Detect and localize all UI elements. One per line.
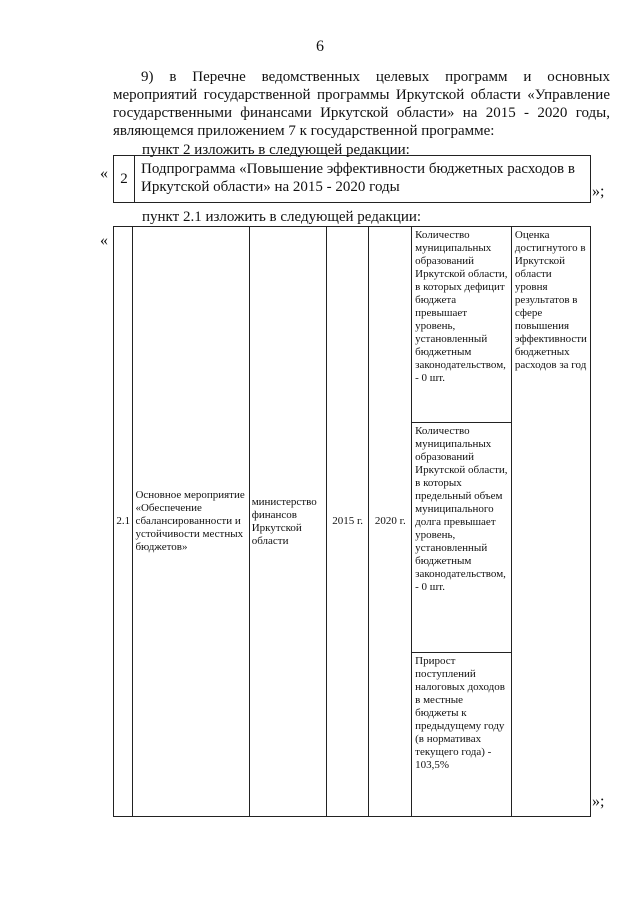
indicator-text-2: Количество муниципальных образований Иркутской области, в которых предельный объем муниципального долга превышает уровень, установленный бюджетным законодательством, - 0 шт. xyxy=(415,425,508,593)
measure-executor: министерство финансов Иркутской области xyxy=(249,227,326,817)
measure-start-year: 2015 г. xyxy=(326,227,369,817)
measure-number: 2.1 xyxy=(114,227,133,817)
point-2-label: пункт 2 изложить в следующей редакции: xyxy=(142,142,410,158)
quote-open-2: « xyxy=(100,232,108,249)
measure-end-year: 2020 г. xyxy=(369,227,412,817)
subprogram-number: 2 xyxy=(114,156,135,203)
measure-table xyxy=(113,226,591,817)
quote-open-1: « xyxy=(100,165,108,182)
subprogram-table xyxy=(113,155,591,203)
indicator-cell-3 xyxy=(412,653,512,817)
point-2-1-label: пункт 2.1 изложить в следующей редакции: xyxy=(142,209,422,225)
result-text: Оценка достигнутого в Иркутской области уровня результатов в сфере повышения эффективности бюджетных расходов за год xyxy=(514,229,587,371)
measure-result xyxy=(511,227,590,817)
intro-paragraph: 9) в Перечне ведомственных целевых программ и основных мероприятий государственной программы Иркутской области «Управление государственными финансами Иркутской области» на 2015 - 2020 годы, являющемся приложением 7 к государственной программе: xyxy=(113,69,610,139)
measure-name: Основное мероприятие «Обеспечение сбалансированности и устойчивости местных бюджетов» xyxy=(133,227,249,817)
quote-close-1: »; xyxy=(592,183,605,200)
indicator-text-1: Количество муниципальных образований Иркутской области, в которых дефицит бюджета превышает уровень, установленный бюджетным законодательством, - 0 шт. xyxy=(415,229,508,384)
page-number: 6 xyxy=(316,38,324,55)
indicator-text-3: Прирост поступлений налоговых доходов в местные бюджеты к предыдущему году (в нормативах текущего года) - 103,5% xyxy=(415,655,505,771)
quote-close-2: »; xyxy=(592,793,605,810)
subprogram-text: Подпрограмма «Повышение эффективности бюджетных расходов в Иркутской области» на 2015 - 2020 годы xyxy=(135,156,591,203)
indicator-cell-1 xyxy=(412,227,512,423)
indicator-cell-2 xyxy=(412,423,512,653)
